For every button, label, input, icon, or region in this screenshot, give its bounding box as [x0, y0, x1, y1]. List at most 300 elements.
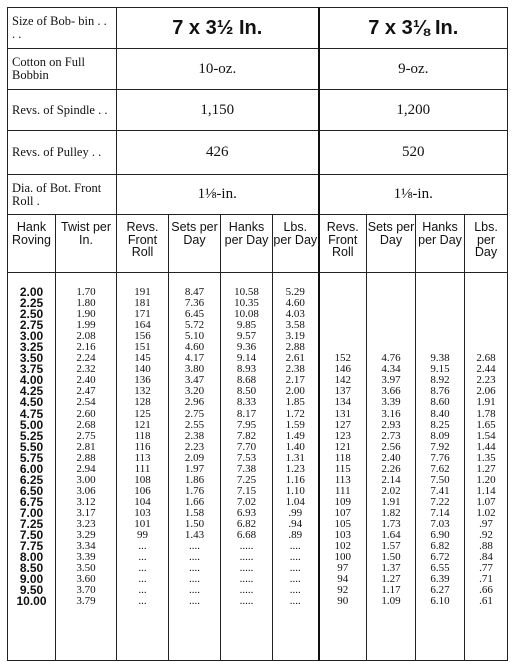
cotton-row [8, 49, 508, 90]
cell: 1.72 [285, 407, 305, 420]
cell: 1.09 [381, 595, 401, 608]
cell: 3.47 [184, 374, 205, 387]
cell: 1.31 [285, 451, 305, 464]
header-b-revs: Revs. Front Roll [319, 215, 367, 273]
cell: 3.20 [184, 385, 205, 398]
cell: 1.44 [476, 440, 496, 453]
cell: 136 [134, 374, 151, 387]
cell: 9.15 [430, 363, 450, 376]
cell: 1.85 [285, 396, 305, 409]
cell: 9.38 [430, 352, 450, 365]
header-hank: Hank Roving [8, 215, 56, 273]
cell: 3.29 [76, 529, 96, 542]
cell: 2.40 [381, 451, 401, 464]
twist-column [56, 273, 117, 661]
size-b: 7 x 3⅛ In. [319, 8, 508, 49]
cell: 1.73 [381, 517, 401, 530]
pulley-row [8, 131, 508, 175]
cell: 2.75 [76, 429, 96, 442]
cell: 1.17 [381, 584, 401, 597]
a-revs-column [117, 273, 169, 661]
cell: 113 [334, 473, 351, 486]
cell: 1.50 [184, 517, 205, 530]
cell: .97 [479, 517, 493, 530]
cell: 116 [134, 440, 151, 453]
cell: 9.36 [236, 341, 257, 354]
cell [367, 298, 415, 309]
cell: 137 [334, 385, 352, 398]
cell: 107 [334, 506, 352, 519]
cell: 146 [334, 363, 352, 376]
cell: .84 [479, 551, 493, 564]
cell: 94 [337, 573, 349, 586]
cell: 1.10 [285, 484, 305, 497]
cell: 2.56 [381, 440, 401, 453]
cell: ..... [239, 573, 254, 586]
cell: 4.60 [184, 341, 205, 354]
cell: 3.80 [184, 363, 205, 376]
cell: 1.64 [381, 529, 401, 542]
cell: 2.40 [76, 374, 96, 387]
cell: 4.34 [381, 363, 401, 376]
cell: 101 [134, 517, 151, 530]
cell: 2.23 [184, 440, 205, 453]
cell: 6.55 [430, 562, 450, 575]
cell: 5.10 [184, 330, 205, 343]
cell [320, 309, 367, 320]
cell [465, 331, 507, 342]
cell: 1.20 [476, 473, 496, 486]
cell: 2.16 [76, 341, 96, 354]
cell: 118 [134, 429, 151, 442]
cell: 1.99 [76, 319, 96, 332]
cotton-b: 9-oz. [319, 49, 508, 90]
cell: 8.92 [430, 374, 450, 387]
cell: 1.66 [184, 495, 205, 508]
cell: 7.62 [430, 462, 450, 475]
header-b-lbs: Lbs. per Day [465, 215, 508, 273]
cell: 10.58 [234, 286, 259, 298]
cell: 6.45 [184, 308, 205, 321]
cell: 7.00 [19, 505, 44, 520]
spinning-table-page [7, 7, 507, 661]
cell: 123 [334, 429, 352, 442]
cell: .... [289, 562, 301, 575]
cell: 2.38 [285, 363, 305, 376]
cell: 10.35 [234, 297, 259, 310]
cell: 134 [334, 396, 352, 409]
cell: 111 [134, 462, 151, 475]
cell: 121 [134, 418, 151, 431]
cell: 9.14 [236, 352, 257, 365]
cell: 1.76 [184, 484, 205, 497]
cell: .92 [479, 529, 493, 542]
cell: ..... [239, 562, 254, 575]
roll-label: Dia. of Bot. Front Roll . [8, 175, 117, 215]
cell: 1.82 [381, 506, 401, 519]
cell: ..... [239, 595, 254, 608]
cell: 7.50 [19, 528, 44, 543]
cell: 151 [134, 341, 151, 354]
header-a-lbs: Lbs. per Day [273, 215, 319, 273]
cell: .... [189, 562, 201, 575]
cell: 171 [134, 308, 151, 321]
cell: 2.73 [381, 429, 401, 442]
cell: ..... [239, 551, 254, 564]
cell: 92 [337, 584, 349, 597]
data-row [8, 273, 508, 661]
cell: 6.82 [430, 540, 450, 553]
b-sets-column [367, 273, 416, 661]
cell: 1.91 [381, 495, 401, 508]
cell: 97 [337, 562, 349, 575]
cell: 6.82 [236, 517, 257, 530]
cell: .... [289, 584, 301, 597]
cell [320, 331, 367, 342]
header-a-sets: Sets per Day [169, 215, 221, 273]
cell: 125 [134, 407, 151, 420]
cell: 7.14 [430, 506, 450, 519]
cell: 1.86 [184, 473, 205, 486]
cell: 6.93 [236, 506, 257, 519]
spindle-row [8, 90, 508, 131]
cell: .... [189, 551, 201, 564]
cell: 1.91 [476, 396, 496, 409]
cell [367, 287, 415, 298]
cell [465, 309, 507, 320]
cell: 5.00 [19, 417, 44, 432]
pulley-b: 520 [319, 131, 508, 175]
cell: ... [138, 540, 147, 553]
cell: 7.95 [236, 418, 257, 431]
cell: 90 [337, 595, 349, 608]
cell: 8.50 [19, 561, 44, 576]
cell: 8.50 [236, 385, 257, 398]
cell: 3.50 [19, 351, 44, 366]
cell: 127 [334, 418, 352, 431]
cell: 3.23 [76, 517, 96, 530]
roll-a: 1⅛-in. [117, 175, 319, 215]
cell: 4.76 [381, 352, 401, 365]
cell: 6.50 [19, 483, 44, 498]
cell: 100 [334, 551, 352, 564]
cell: 2.81 [76, 440, 96, 453]
cell: 2.50 [19, 307, 44, 322]
cell: 1.50 [381, 551, 401, 564]
cell: 1.90 [76, 308, 96, 321]
cell: 3.70 [76, 584, 96, 597]
size-row [8, 8, 508, 49]
cell: 8.00 [19, 550, 44, 565]
cell: 1.43 [184, 529, 205, 542]
cell [465, 287, 507, 298]
cell: 9.85 [236, 319, 257, 332]
cell: 131 [334, 407, 352, 420]
cell [416, 287, 464, 298]
cell: 8.68 [236, 374, 257, 387]
cell: 104 [134, 495, 151, 508]
cell: 2.93 [381, 418, 401, 431]
cell: 103 [134, 506, 151, 519]
cell: 2.68 [76, 418, 96, 431]
cell: 121 [334, 440, 352, 453]
cell: 6.72 [430, 551, 450, 564]
cell: 111 [334, 484, 351, 497]
cell: 8.40 [430, 407, 450, 420]
spindle-label: Revs. of Spindle . . [8, 90, 117, 131]
size-a: 7 x 3½ In. [117, 8, 319, 49]
cell: 106 [134, 484, 151, 497]
cell: .... [289, 595, 301, 608]
cell: ..... [239, 584, 254, 597]
cell: 2.96 [184, 396, 205, 409]
cell: 9.57 [236, 330, 257, 343]
cell: 7.03 [430, 517, 450, 530]
cell: 3.60 [76, 573, 96, 586]
cell: 3.00 [19, 329, 44, 344]
cell: 8.47 [184, 286, 205, 298]
cell: 7.50 [430, 473, 450, 486]
cell: 8.93 [236, 363, 257, 376]
cell: 2.17 [285, 374, 305, 387]
cell: 2.60 [76, 407, 96, 420]
pulley-label: Revs. of Pulley . . [8, 131, 117, 175]
cell: .... [289, 551, 301, 564]
cell: 2.68 [476, 352, 496, 365]
column-header-row [8, 215, 508, 273]
cell: 6.90 [430, 529, 450, 542]
cell: 1.02 [476, 506, 496, 519]
cell: 10.08 [234, 308, 259, 321]
cell: .61 [479, 595, 493, 608]
cell: 118 [334, 451, 351, 464]
cell: 7.25 [19, 516, 44, 531]
spindle-b: 1,200 [319, 90, 508, 131]
cell: 1.97 [184, 462, 205, 475]
cell: 115 [334, 462, 351, 475]
cell: 6.00 [19, 461, 44, 476]
cell: 2.14 [381, 473, 401, 486]
b-revs-column [319, 273, 367, 661]
cell: 2.26 [381, 462, 401, 475]
cell: 9.00 [19, 572, 44, 587]
cell: 1.65 [476, 418, 496, 431]
roll-b: 1⅛-in. [319, 175, 508, 215]
cell: 8.09 [430, 429, 450, 442]
cell: 3.00 [76, 473, 96, 486]
cell: 5.50 [19, 439, 44, 454]
cell: 2.08 [76, 330, 96, 343]
cell: 7.38 [236, 462, 257, 475]
cell: 7.36 [184, 297, 205, 310]
cell: 6.27 [430, 584, 450, 597]
cell [465, 320, 507, 331]
cell: 5.29 [285, 286, 305, 298]
cell: 5.72 [184, 319, 205, 332]
spindle-a: 1,150 [117, 90, 319, 131]
cell: 2.61 [285, 352, 305, 365]
cell: ... [138, 584, 147, 597]
header-a-hanks: Hanks per Day [221, 215, 273, 273]
cell: 2.24 [76, 352, 96, 365]
cell: 3.97 [381, 374, 401, 387]
cell: 2.09 [184, 451, 205, 464]
cell: 7.02 [236, 495, 257, 508]
cell: .... [289, 540, 301, 553]
cell: 8.17 [236, 407, 257, 420]
cell [465, 298, 507, 309]
cotton-a: 10-oz. [117, 49, 319, 90]
cell: 7.41 [430, 484, 450, 497]
cell: 1.40 [285, 440, 305, 453]
cell: ..... [239, 540, 254, 553]
cell: 1.23 [285, 462, 305, 475]
header-a-revs: Revs. Front Roll [117, 215, 169, 273]
cell: 102 [334, 540, 352, 553]
cell: 109 [334, 495, 352, 508]
cell: 3.16 [381, 407, 401, 420]
cell: 7.75 [19, 539, 44, 554]
cell: 4.00 [19, 373, 44, 388]
cell: 4.03 [285, 308, 305, 321]
header-b-hanks: Hanks per Day [416, 215, 465, 273]
cell: 3.25 [19, 340, 44, 355]
cell: 181 [134, 297, 151, 310]
cell: 152 [334, 352, 352, 365]
cell: 132 [134, 385, 151, 398]
cell: 2.55 [184, 418, 205, 431]
cell: 113 [134, 451, 151, 464]
cell: 1.37 [381, 562, 401, 575]
cell: 2.54 [76, 396, 96, 409]
cell: 7.15 [236, 484, 257, 497]
cell: ... [138, 573, 147, 586]
cell: 2.38 [184, 429, 205, 442]
cell: 6.10 [430, 595, 450, 608]
cell: 3.75 [19, 362, 44, 377]
cell: 3.17 [76, 506, 96, 519]
a-lbs-column [273, 273, 319, 661]
cell [367, 331, 415, 342]
cell: ... [138, 551, 147, 564]
cell: .... [189, 595, 201, 608]
cell: 1.80 [76, 297, 96, 310]
cell: 2.75 [19, 318, 44, 333]
cotton-label: Cotton on Full Bobbin [8, 49, 117, 90]
cell: 1.27 [476, 462, 496, 475]
cell: 6.68 [236, 529, 257, 542]
cell: .... [189, 573, 201, 586]
cell: 4.50 [19, 395, 44, 410]
cell: 3.34 [76, 540, 96, 553]
cell: 156 [134, 330, 151, 343]
roll-row [8, 175, 508, 215]
cell: 6.39 [430, 573, 450, 586]
cell: 2.88 [76, 451, 96, 464]
cell: 2.88 [285, 341, 305, 354]
cell: 5.25 [19, 428, 44, 443]
cell [367, 309, 415, 320]
cell: 6.75 [19, 494, 44, 509]
cell: 4.60 [285, 297, 305, 310]
cell: 1.35 [476, 451, 496, 464]
cell: 4.17 [184, 352, 205, 365]
cell: .66 [479, 584, 493, 597]
cell: 1.78 [476, 407, 496, 420]
a-hanks-column [221, 273, 273, 661]
cell: 1.04 [285, 495, 305, 508]
cell: 105 [334, 517, 352, 530]
cell: 7.25 [236, 473, 257, 486]
cell: 3.66 [381, 385, 401, 398]
cell: ... [138, 562, 147, 575]
cell: 2.00 [19, 285, 44, 299]
cell: .77 [479, 562, 493, 575]
cell [320, 287, 367, 298]
cell: 2.25 [19, 296, 44, 311]
cell: 2.47 [76, 385, 96, 398]
cell: 140 [134, 363, 151, 376]
cell [320, 298, 367, 309]
cell: ... [138, 595, 147, 608]
cell: 7.53 [236, 451, 257, 464]
cell: 4.75 [19, 406, 44, 421]
cell: 2.75 [184, 407, 205, 420]
cell: 1.07 [476, 495, 496, 508]
cell [367, 320, 415, 331]
cell: 3.19 [285, 330, 305, 343]
cell: 2.00 [285, 385, 305, 398]
cell: 7.92 [430, 440, 450, 453]
cell: 164 [134, 319, 151, 332]
a-sets-column [169, 273, 221, 661]
cell: 8.25 [430, 418, 450, 431]
cell: 99 [137, 529, 149, 542]
pulley-a: 426 [117, 131, 319, 175]
cell: 1.58 [184, 506, 205, 519]
cell: .88 [479, 540, 493, 553]
cell: 7.22 [430, 495, 450, 508]
cell: 2.32 [76, 363, 96, 376]
header-twist: Twist per In. [56, 215, 117, 273]
cell: 9.50 [19, 583, 44, 598]
cell: 3.79 [76, 595, 96, 608]
cell: 2.06 [476, 385, 496, 398]
cell: 4.25 [19, 384, 44, 399]
cell: 2.94 [76, 462, 96, 475]
cell: 7.76 [430, 451, 450, 464]
cell: 3.58 [285, 319, 305, 332]
cell: 2.02 [381, 484, 401, 497]
cell: .89 [288, 529, 303, 542]
cell: 8.33 [236, 396, 257, 409]
cell: 1.70 [76, 286, 96, 298]
cell: 8.60 [430, 396, 450, 409]
cell: .71 [479, 573, 493, 586]
size-label: Size of Bob- bin . . . . [8, 8, 117, 49]
b-hanks-column [416, 273, 465, 661]
cell [416, 331, 464, 342]
cell: .... [189, 584, 201, 597]
cell: .... [189, 540, 201, 553]
cell: 7.82 [236, 429, 257, 442]
cell: .99 [288, 506, 303, 519]
cell: 1.16 [285, 473, 305, 486]
cell: 10.00 [16, 594, 47, 609]
cell: 3.39 [381, 396, 401, 409]
cell: 1.49 [285, 429, 305, 442]
cell: 3.50 [76, 562, 96, 575]
